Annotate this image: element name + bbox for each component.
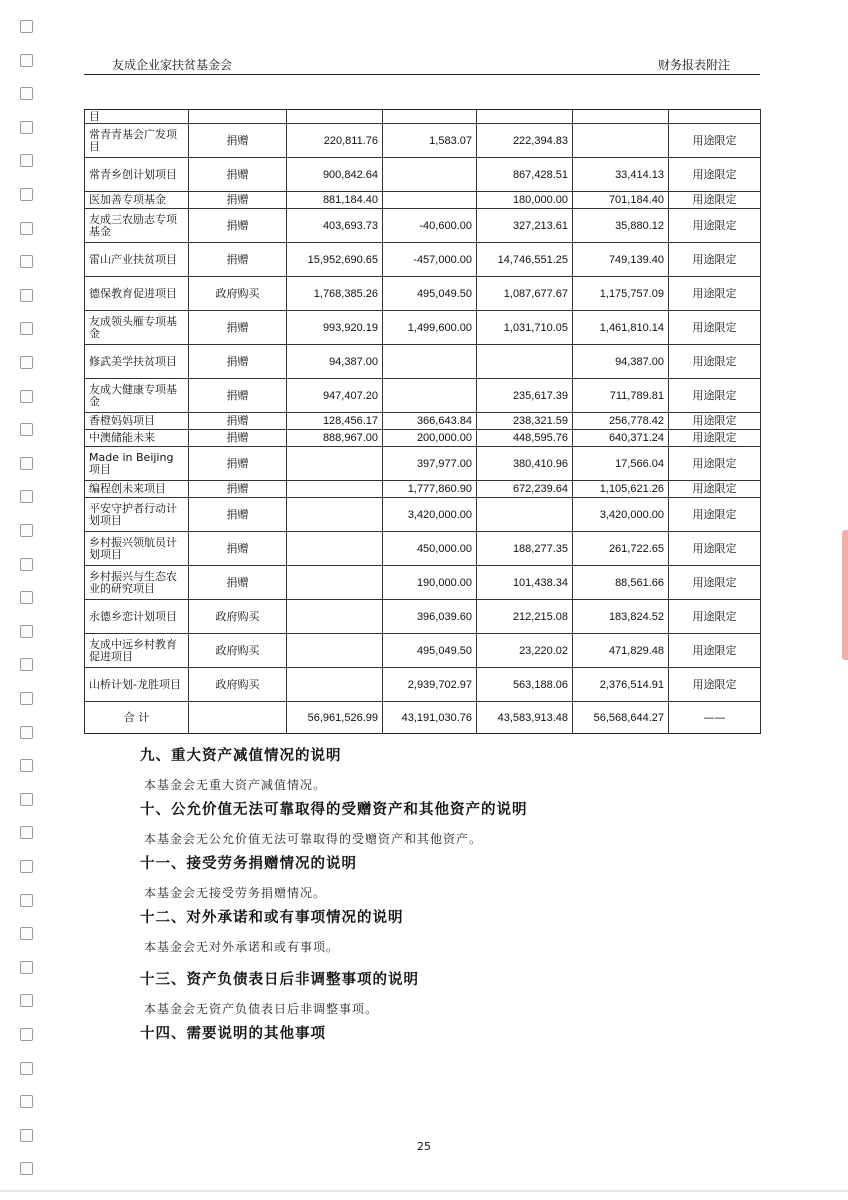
amount-col4: 471,829.48 bbox=[573, 634, 669, 668]
project-name: 友成中远乡村教育促进项目 bbox=[85, 634, 189, 668]
section-text: 本基金会无资产负债表日后非调整事项。 bbox=[144, 1002, 379, 1016]
restriction-type: 用途限定 bbox=[669, 158, 761, 192]
amount-col4: 640,371.24 bbox=[573, 430, 669, 447]
project-name: 中澳储能未来 bbox=[85, 430, 189, 447]
amount-col3: 180,000.00 bbox=[477, 192, 573, 209]
amount-col3: 23,220.02 bbox=[477, 634, 573, 668]
funding-type: 捐赠 bbox=[189, 345, 287, 379]
project-name: 友成领头雁专项基金 bbox=[85, 311, 189, 345]
restriction-type: 用途限定 bbox=[669, 498, 761, 532]
funding-type bbox=[189, 110, 287, 124]
funding-type: 政府购买 bbox=[189, 668, 287, 702]
amount-col4 bbox=[573, 110, 669, 124]
amount-col2: 2,939,702.97 bbox=[383, 668, 477, 702]
project-name: 编程创未来项目 bbox=[85, 481, 189, 498]
funding-type: 捐赠 bbox=[189, 379, 287, 413]
amount-col1 bbox=[287, 447, 383, 481]
section-heading: 十四、需要说明的其他事项 bbox=[140, 1026, 326, 1042]
table-row bbox=[85, 447, 761, 481]
binder-hole bbox=[20, 860, 33, 873]
amount-col1: 1,768,385.26 bbox=[287, 277, 383, 311]
amount-col1 bbox=[287, 634, 383, 668]
amount-col2: 3,420,000.00 bbox=[383, 498, 477, 532]
table-row bbox=[85, 668, 761, 702]
table-row bbox=[85, 192, 761, 209]
amount-col4 bbox=[573, 124, 669, 158]
amount-col1 bbox=[287, 668, 383, 702]
table-body bbox=[85, 110, 761, 702]
section-text: 本基金会无重大资产减值情况。 bbox=[144, 778, 327, 792]
notes-sections bbox=[140, 744, 780, 1054]
total-col4: 56,568,644.27 bbox=[573, 702, 669, 734]
total-label: 合 计 bbox=[85, 702, 189, 734]
binder-hole bbox=[20, 524, 33, 537]
restriction-type: 用途限定 bbox=[669, 430, 761, 447]
restriction-type: 用途限定 bbox=[669, 277, 761, 311]
restriction-type: 用途限定 bbox=[669, 634, 761, 668]
binder-hole bbox=[20, 87, 33, 100]
amount-col2: 366,643.84 bbox=[383, 413, 477, 430]
binder-hole bbox=[20, 927, 33, 940]
binder-hole bbox=[20, 154, 33, 167]
funding-type: 政府购买 bbox=[189, 634, 287, 668]
binder-hole bbox=[20, 1028, 33, 1041]
amount-col4: 1,461,810.14 bbox=[573, 311, 669, 345]
project-name: Made in Beijing项目 bbox=[85, 447, 189, 481]
project-name: 雷山产业扶贫项目 bbox=[85, 243, 189, 277]
amount-col2 bbox=[383, 192, 477, 209]
binder-hole bbox=[20, 322, 33, 335]
amount-col1: 900,842.64 bbox=[287, 158, 383, 192]
page-number: 25 bbox=[417, 1140, 431, 1153]
section-heading: 十二、对外承诺和或有事项情况的说明 bbox=[140, 910, 404, 926]
amount-col4: 749,139.40 bbox=[573, 243, 669, 277]
total-col2: 43,191,030.76 bbox=[383, 702, 477, 734]
project-name: 平安守护者行动计划项目 bbox=[85, 498, 189, 532]
funding-type: 捐赠 bbox=[189, 430, 287, 447]
binder-hole bbox=[20, 793, 33, 806]
funding-type: 捐赠 bbox=[189, 209, 287, 243]
project-name: 乡村振兴与生态农业的研究项目 bbox=[85, 566, 189, 600]
amount-col2: 450,000.00 bbox=[383, 532, 477, 566]
total-col3: 43,583,913.48 bbox=[477, 702, 573, 734]
binder-hole bbox=[20, 457, 33, 470]
amount-col2: 1,777,860.90 bbox=[383, 481, 477, 498]
amount-col2: -40,600.00 bbox=[383, 209, 477, 243]
funding-type: 捐赠 bbox=[189, 311, 287, 345]
funding-type: 政府购买 bbox=[189, 600, 287, 634]
project-name: 友成三农励志专项基金 bbox=[85, 209, 189, 243]
amount-col1 bbox=[287, 532, 383, 566]
page-bottom-edge bbox=[0, 1190, 848, 1192]
table-row bbox=[85, 158, 761, 192]
table-row bbox=[85, 243, 761, 277]
project-name: 乡村振兴领航员计划项目 bbox=[85, 532, 189, 566]
binder-holes bbox=[18, 0, 38, 1200]
amount-col1: 993,920.19 bbox=[287, 311, 383, 345]
binder-hole bbox=[20, 692, 33, 705]
restriction-type: 用途限定 bbox=[669, 413, 761, 430]
restriction-type: 用途限定 bbox=[669, 481, 761, 498]
section-heading: 九、重大资产减值情况的说明 bbox=[140, 748, 342, 764]
table-row bbox=[85, 110, 761, 124]
total-row bbox=[85, 702, 761, 734]
restriction-type: 用途限定 bbox=[669, 345, 761, 379]
table-row bbox=[85, 430, 761, 447]
amount-col1: 881,184.40 bbox=[287, 192, 383, 209]
restriction-type: 用途限定 bbox=[669, 311, 761, 345]
amount-col3 bbox=[477, 345, 573, 379]
binder-hole bbox=[20, 423, 33, 436]
section-text: 本基金会无对外承诺和或有事项。 bbox=[144, 940, 340, 954]
funding-type: 捐赠 bbox=[189, 447, 287, 481]
amount-col4: 711,789.81 bbox=[573, 379, 669, 413]
amount-col4: 17,566.04 bbox=[573, 447, 669, 481]
binder-hole bbox=[20, 726, 33, 739]
amount-col1 bbox=[287, 110, 383, 124]
amount-col3: 563,188.06 bbox=[477, 668, 573, 702]
amount-col2 bbox=[383, 158, 477, 192]
amount-col2: 495,049.50 bbox=[383, 634, 477, 668]
amount-col1: 94,387.00 bbox=[287, 345, 383, 379]
total-col1: 56,961,526.99 bbox=[287, 702, 383, 734]
amount-col1: 15,952,690.65 bbox=[287, 243, 383, 277]
table-row bbox=[85, 345, 761, 379]
restriction-type: 用途限定 bbox=[669, 668, 761, 702]
amount-col2: -457,000.00 bbox=[383, 243, 477, 277]
amount-col1 bbox=[287, 498, 383, 532]
amount-col2: 396,039.60 bbox=[383, 600, 477, 634]
binder-hole bbox=[20, 558, 33, 571]
amount-col3: 1,031,710.05 bbox=[477, 311, 573, 345]
amount-col1 bbox=[287, 566, 383, 600]
funding-type: 捐赠 bbox=[189, 192, 287, 209]
total-restriction: —— bbox=[669, 702, 761, 734]
table-row bbox=[85, 124, 761, 158]
amount-col3: 188,277.35 bbox=[477, 532, 573, 566]
binder-hole bbox=[20, 356, 33, 369]
amount-col1: 220,811.76 bbox=[287, 124, 383, 158]
restriction-type: 用途限定 bbox=[669, 124, 761, 158]
amount-col3: 867,428.51 bbox=[477, 158, 573, 192]
amount-col3: 448,595.76 bbox=[477, 430, 573, 447]
table-row bbox=[85, 311, 761, 345]
amount-col2: 190,000.00 bbox=[383, 566, 477, 600]
table-row bbox=[85, 498, 761, 532]
binder-hole bbox=[20, 1095, 33, 1108]
binder-hole bbox=[20, 591, 33, 604]
amount-col3: 222,394.83 bbox=[477, 124, 573, 158]
restriction-type: 用途限定 bbox=[669, 566, 761, 600]
restriction-type: 用途限定 bbox=[669, 243, 761, 277]
binder-hole bbox=[20, 390, 33, 403]
binder-hole bbox=[20, 222, 33, 235]
binder-hole bbox=[20, 894, 33, 907]
amount-col2 bbox=[383, 379, 477, 413]
table-row bbox=[85, 634, 761, 668]
project-name: 德保教育促进项目 bbox=[85, 277, 189, 311]
binder-hole bbox=[20, 625, 33, 638]
amount-col4: 33,414.13 bbox=[573, 158, 669, 192]
amount-col4: 94,387.00 bbox=[573, 345, 669, 379]
organization-name: 友成企业家扶贫基金会 bbox=[112, 58, 233, 72]
table-row bbox=[85, 209, 761, 243]
amount-col3: 238,321.59 bbox=[477, 413, 573, 430]
funding-type: 捐赠 bbox=[189, 158, 287, 192]
project-name: 常青青基会广发项目 bbox=[85, 124, 189, 158]
amount-col3: 380,410.96 bbox=[477, 447, 573, 481]
project-name: 山桥计划-龙胜项目 bbox=[85, 668, 189, 702]
restriction-type: 用途限定 bbox=[669, 379, 761, 413]
amount-col3 bbox=[477, 110, 573, 124]
binder-hole bbox=[20, 255, 33, 268]
amount-col3: 101,438.34 bbox=[477, 566, 573, 600]
binder-hole bbox=[20, 121, 33, 134]
table-row bbox=[85, 532, 761, 566]
total-type bbox=[189, 702, 287, 734]
project-name: 常青乡创计划项目 bbox=[85, 158, 189, 192]
amount-col1 bbox=[287, 481, 383, 498]
binder-hole bbox=[20, 289, 33, 302]
amount-col2: 1,499,600.00 bbox=[383, 311, 477, 345]
table-row bbox=[85, 481, 761, 498]
funding-type: 政府购买 bbox=[189, 277, 287, 311]
binder-hole bbox=[20, 20, 33, 33]
amount-col3: 212,215.08 bbox=[477, 600, 573, 634]
binder-hole bbox=[20, 54, 33, 67]
restriction-type: 用途限定 bbox=[669, 192, 761, 209]
amount-col4: 88,561.66 bbox=[573, 566, 669, 600]
binder-hole bbox=[20, 188, 33, 201]
project-name: 香橙妈妈项目 bbox=[85, 413, 189, 430]
table-row bbox=[85, 413, 761, 430]
section-heading: 十、公允价值无法可靠取得的受赠资产和其他资产的说明 bbox=[140, 802, 528, 818]
restriction-type bbox=[669, 110, 761, 124]
seal-stamp-edge bbox=[842, 530, 848, 660]
table-row bbox=[85, 600, 761, 634]
amount-col1: 128,456.17 bbox=[287, 413, 383, 430]
amount-col4: 35,880.12 bbox=[573, 209, 669, 243]
amount-col2: 495,049.50 bbox=[383, 277, 477, 311]
amount-col2 bbox=[383, 345, 477, 379]
amount-col2: 397,977.00 bbox=[383, 447, 477, 481]
binder-hole bbox=[20, 759, 33, 772]
binder-hole bbox=[20, 1162, 33, 1175]
restriction-type: 用途限定 bbox=[669, 600, 761, 634]
binder-hole bbox=[20, 994, 33, 1007]
project-name: 目 bbox=[85, 110, 189, 124]
amount-col3: 1,087,677.67 bbox=[477, 277, 573, 311]
amount-col2: 200,000.00 bbox=[383, 430, 477, 447]
binder-hole bbox=[20, 658, 33, 671]
funding-type: 捐赠 bbox=[189, 413, 287, 430]
binder-hole bbox=[20, 961, 33, 974]
amount-col1: 403,693.73 bbox=[287, 209, 383, 243]
restriction-type: 用途限定 bbox=[669, 532, 761, 566]
amount-col4: 3,420,000.00 bbox=[573, 498, 669, 532]
restricted-funds-table bbox=[84, 109, 761, 734]
amount-col1: 947,407.20 bbox=[287, 379, 383, 413]
project-name: 修武美学扶贫项目 bbox=[85, 345, 189, 379]
amount-col3: 235,617.39 bbox=[477, 379, 573, 413]
section-text: 本基金会无接受劳务捐赠情况。 bbox=[144, 886, 327, 900]
page-header bbox=[84, 46, 760, 75]
project-name: 友成大健康专项基金 bbox=[85, 379, 189, 413]
section-heading: 十一、接受劳务捐赠情况的说明 bbox=[140, 856, 357, 872]
amount-col4: 1,105,621.26 bbox=[573, 481, 669, 498]
section-text: 本基金会无公允价值无法可靠取得的受赠资产和其他资产。 bbox=[144, 832, 483, 846]
amount-col4: 256,778.42 bbox=[573, 413, 669, 430]
amount-col3: 672,239.64 bbox=[477, 481, 573, 498]
amount-col2 bbox=[383, 110, 477, 124]
table-row bbox=[85, 277, 761, 311]
amount-col3: 14,746,551.25 bbox=[477, 243, 573, 277]
funding-type: 捐赠 bbox=[189, 243, 287, 277]
project-name: 医加善专项基金 bbox=[85, 192, 189, 209]
amount-col4: 261,722.65 bbox=[573, 532, 669, 566]
amount-col3 bbox=[477, 498, 573, 532]
binder-hole bbox=[20, 1062, 33, 1075]
project-name: 永德乡恋计划项目 bbox=[85, 600, 189, 634]
amount-col1: 888,967.00 bbox=[287, 430, 383, 447]
funding-type: 捐赠 bbox=[189, 481, 287, 498]
amount-col1 bbox=[287, 600, 383, 634]
binder-hole bbox=[20, 490, 33, 503]
amount-col4: 1,175,757.09 bbox=[573, 277, 669, 311]
amount-col4: 701,184.40 bbox=[573, 192, 669, 209]
amount-col3: 327,213.61 bbox=[477, 209, 573, 243]
funding-type: 捐赠 bbox=[189, 566, 287, 600]
table-row bbox=[85, 566, 761, 600]
section-heading: 十三、资产负债表日后非调整事项的说明 bbox=[140, 972, 419, 988]
document-type: 财务报表附注 bbox=[657, 58, 730, 72]
binder-hole bbox=[20, 826, 33, 839]
amount-col4: 183,824.52 bbox=[573, 600, 669, 634]
restriction-type: 用途限定 bbox=[669, 447, 761, 481]
amount-col2: 1,583.07 bbox=[383, 124, 477, 158]
funding-type: 捐赠 bbox=[189, 498, 287, 532]
restriction-type: 用途限定 bbox=[669, 209, 761, 243]
table-row bbox=[85, 379, 761, 413]
funding-type: 捐赠 bbox=[189, 532, 287, 566]
amount-col4: 2,376,514.91 bbox=[573, 668, 669, 702]
funding-type: 捐赠 bbox=[189, 124, 287, 158]
